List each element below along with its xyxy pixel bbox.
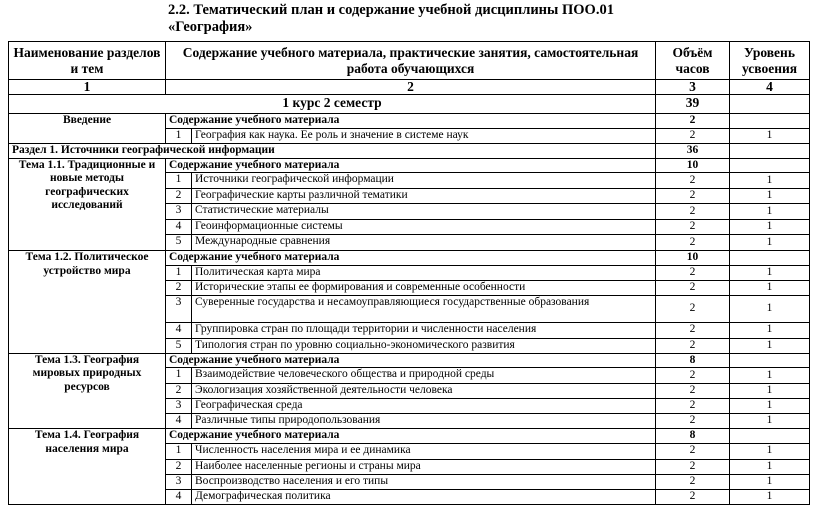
- block-level-empty: [730, 429, 810, 444]
- header-level: Уровень усвоения: [730, 42, 810, 80]
- item-level: 1: [730, 338, 810, 353]
- block-hours: 8: [656, 353, 730, 368]
- item-number: 5: [166, 235, 192, 251]
- item-hours: 2: [656, 338, 730, 353]
- item-number: 1: [166, 368, 192, 384]
- header-hours: Объём часов: [656, 42, 730, 80]
- item-level: 1: [730, 459, 810, 474]
- item-hours: 2: [656, 474, 730, 489]
- heading-line-1: 2.2. Тематический план и содержание учебной дисциплины ПОО.01: [168, 2, 614, 18]
- item-level: 1: [730, 474, 810, 489]
- content-label: Содержание учебного материала: [166, 114, 656, 129]
- item-number: 3: [166, 204, 192, 220]
- item-hours: 2: [656, 220, 730, 235]
- block-level-empty: [730, 158, 810, 173]
- item-level: 1: [730, 173, 810, 189]
- item-text: Геоинформационные системы: [192, 220, 656, 235]
- item-number: 3: [166, 474, 192, 489]
- item-hours: 2: [656, 189, 730, 204]
- item-level: 1: [730, 220, 810, 235]
- item-level: 1: [730, 322, 810, 338]
- column-numbers-row: [9, 80, 810, 95]
- header-row: [9, 42, 810, 80]
- content-label: Содержание учебного материала: [166, 158, 656, 173]
- item-hours: 2: [656, 414, 730, 429]
- content-label: Содержание учебного материала: [166, 353, 656, 368]
- item-number: 5: [166, 338, 192, 353]
- course-hours: 39: [656, 95, 730, 114]
- section-title: Раздел 1. Источники географической информации: [9, 143, 656, 158]
- column-number: 3: [656, 80, 730, 95]
- item-hours: 2: [656, 399, 730, 414]
- section-row: [9, 143, 810, 158]
- item-hours: 2: [656, 235, 730, 251]
- item-level: 1: [730, 280, 810, 295]
- item-hours: 2: [656, 128, 730, 143]
- item-text: Группировка стран по площади территории и численности населения: [192, 322, 656, 338]
- document-heading: [168, 2, 614, 36]
- topic-title: Тема 1.4. География населения мира: [9, 429, 166, 505]
- item-hours: 2: [656, 265, 730, 280]
- topic-content-row: [9, 429, 810, 444]
- item-text: Типология стран по уровню социально-экономического развития: [192, 338, 656, 353]
- intro-title: Введение: [9, 114, 166, 144]
- item-hours: 2: [656, 322, 730, 338]
- item-text: Взаимодействие человеческого общества и природной среды: [192, 368, 656, 384]
- item-text: Наиболее населенные регионы и страны мира: [192, 459, 656, 474]
- item-number: 1: [166, 443, 192, 459]
- topic-content-row: [9, 353, 810, 368]
- item-text: Политическая карта мира: [192, 265, 656, 280]
- thematic-plan-table: [8, 41, 810, 505]
- item-text: Суверенные государства и несамоуправляющиеся государственные образования: [192, 295, 656, 322]
- item-text: Исторические этапы ее формирования и современные особенности: [192, 280, 656, 295]
- item-hours: 2: [656, 368, 730, 384]
- item-text: Воспроизводство населения и его типы: [192, 474, 656, 489]
- item-text: Источники географической информации: [192, 173, 656, 189]
- item-text: Международные сравнения: [192, 235, 656, 251]
- intro-content-row: [9, 114, 810, 129]
- item-text: Различные типы природопользования: [192, 414, 656, 429]
- item-hours: 2: [656, 280, 730, 295]
- item-level: 1: [730, 489, 810, 504]
- item-level: 1: [730, 295, 810, 322]
- item-level: 1: [730, 235, 810, 251]
- item-hours: 2: [656, 489, 730, 504]
- topic-content-row: [9, 251, 810, 266]
- section-level-empty: [730, 143, 810, 158]
- block-level-empty: [730, 114, 810, 129]
- block-hours: 8: [656, 429, 730, 444]
- item-text: Демографическая политика: [192, 489, 656, 504]
- section-hours: 36: [656, 143, 730, 158]
- item-number: 4: [166, 489, 192, 504]
- item-level: 1: [730, 414, 810, 429]
- item-number: 2: [166, 189, 192, 204]
- column-number: 2: [166, 80, 656, 95]
- item-text: География как наука. Ее роль и значение в системе наук: [192, 128, 656, 143]
- topic-title: Тема 1.3. География мировых природных ресурсов: [9, 353, 166, 429]
- item-hours: 2: [656, 384, 730, 399]
- topic-title: Тема 1.2. Политическое устройство мира: [9, 251, 166, 354]
- item-hours: 2: [656, 443, 730, 459]
- header-content: Содержание учебного материала, практические занятия, самостоятельная работа обучающихся: [166, 42, 656, 80]
- course-level-empty: [730, 95, 810, 114]
- item-number: 1: [166, 128, 192, 143]
- content-label: Содержание учебного материала: [166, 429, 656, 444]
- course-label: 1 курс 2 семестр: [9, 95, 656, 114]
- content-label: Содержание учебного материала: [166, 251, 656, 266]
- block-level-empty: [730, 353, 810, 368]
- item-number: 4: [166, 220, 192, 235]
- item-hours: 2: [656, 295, 730, 322]
- item-number: 4: [166, 322, 192, 338]
- item-number: 3: [166, 295, 192, 322]
- item-number: 4: [166, 414, 192, 429]
- course-row: [9, 95, 810, 114]
- item-level: 1: [730, 189, 810, 204]
- item-hours: 2: [656, 459, 730, 474]
- item-level: 1: [730, 204, 810, 220]
- item-number: 1: [166, 173, 192, 189]
- item-text: Экологизация хозяйственной деятельности человека: [192, 384, 656, 399]
- topic-title: Тема 1.1. Традиционные и новые методы географических исследований: [9, 158, 166, 251]
- column-number: 1: [9, 80, 166, 95]
- block-hours: 10: [656, 158, 730, 173]
- item-level: 1: [730, 128, 810, 143]
- item-number: 2: [166, 384, 192, 399]
- block-level-empty: [730, 251, 810, 266]
- item-text: Географические карты различной тематики: [192, 189, 656, 204]
- item-level: 1: [730, 384, 810, 399]
- item-number: 2: [166, 280, 192, 295]
- item-level: 1: [730, 399, 810, 414]
- item-number: 2: [166, 459, 192, 474]
- block-hours: 10: [656, 251, 730, 266]
- item-level: 1: [730, 368, 810, 384]
- column-number: 4: [730, 80, 810, 95]
- item-text: Численность населения мира и ее динамика: [192, 443, 656, 459]
- item-number: 3: [166, 399, 192, 414]
- item-number: 1: [166, 265, 192, 280]
- item-text: Географическая среда: [192, 399, 656, 414]
- item-text: Статистические материалы: [192, 204, 656, 220]
- block-hours: 2: [656, 114, 730, 129]
- topic-content-row: [9, 158, 810, 173]
- item-level: 1: [730, 265, 810, 280]
- item-level: 1: [730, 443, 810, 459]
- item-hours: 2: [656, 173, 730, 189]
- header-sections: Наименование разделов и тем: [9, 42, 166, 80]
- heading-line-2: «География»: [168, 19, 253, 35]
- item-hours: 2: [656, 204, 730, 220]
